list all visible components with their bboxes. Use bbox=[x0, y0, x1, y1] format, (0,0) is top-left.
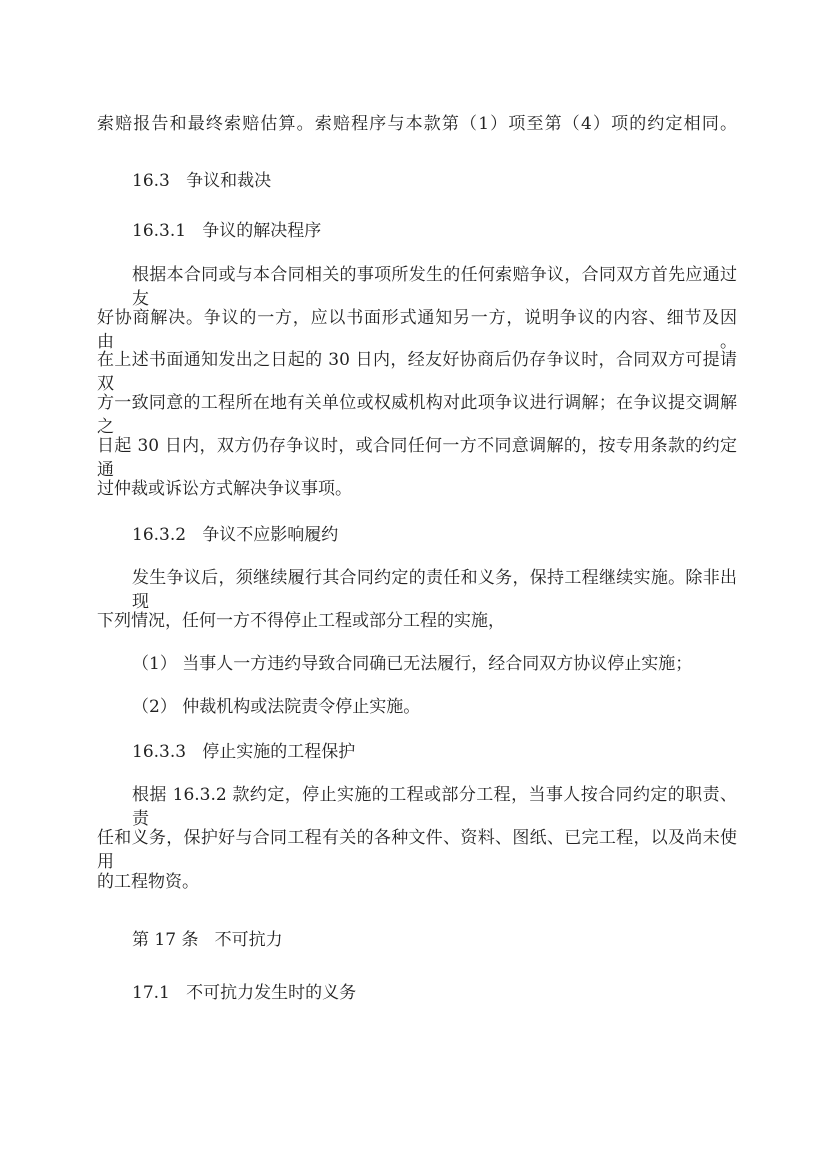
section-heading-16-3-1 bbox=[132, 219, 737, 243]
section-heading-16-3-2 bbox=[132, 523, 737, 547]
paragraph-line: 根据本合同或与本合同相关的事项所发生的任何索赔争议，合同双方首先应通过友 bbox=[132, 265, 737, 309]
section-title: 争议不应影响履约 bbox=[202, 525, 339, 545]
section-title: 争议的解决程序 bbox=[202, 221, 322, 241]
paragraph-line: 下列情况，任何一方不得停止工程或部分工程的实施， bbox=[97, 611, 505, 631]
section-number: 17.1 bbox=[132, 983, 170, 1003]
paragraph-line: 在上述书面通知发出之日起的 30 日内，经友好协商后仍存争议时，合同双方可提请双 bbox=[97, 350, 737, 394]
article-heading-17 bbox=[132, 928, 737, 952]
section-number: 16.3.2 bbox=[132, 525, 187, 545]
paragraph-line: 根据 16.3.2 款约定，停止实施的工程或部分工程，当事人按合同约定的职责、责 bbox=[132, 785, 737, 829]
section-title: 停止实施的工程保护 bbox=[202, 742, 356, 762]
article-number: 第 17 条 bbox=[132, 930, 199, 950]
section-heading-16-3-3 bbox=[132, 740, 737, 764]
paragraph-line: 好协商解决。争议的一方，应以书面形式通知另一方，说明争议的内容、细节及因由。 bbox=[97, 308, 737, 352]
article-title: 不可抗力 bbox=[214, 930, 283, 950]
section-number: 16.3.1 bbox=[132, 221, 187, 241]
section-heading-16-3 bbox=[132, 169, 737, 193]
section-title: 争议和裁决 bbox=[186, 171, 272, 191]
section-title: 不可抗力发生时的义务 bbox=[186, 983, 357, 1003]
list-item: （1） 当事人一方违约导致合同确已无法履行，经合同双方协议停止实施； bbox=[132, 654, 693, 674]
paragraph-line: 的工程物资。 bbox=[97, 872, 199, 892]
section-heading-17-1 bbox=[132, 981, 737, 1005]
paragraph-line: 任和义务，保护好与合同工程有关的各种文件、资料、图纸、已完工程，以及尚未使用 bbox=[97, 828, 737, 872]
paragraph-line: 日起 30 日内，双方仍存争议时，或合同任何一方不同意调解的，按专用条款的约定通 bbox=[97, 436, 737, 480]
paragraph-line: 索赔报告和最终索赔估算。索赔程序与本款第（1）项至第（4）项的约定相同。 bbox=[97, 114, 737, 134]
section-number: 16.3.3 bbox=[132, 742, 187, 762]
paragraph-line: 方一致同意的工程所在地有关单位或权威机构对此项争议进行调解；在争议提交调解之 bbox=[97, 393, 737, 437]
paragraph-line: 过仲裁或诉讼方式解决争议事项。 bbox=[97, 479, 352, 499]
paragraph-line: 发生争议后，须继续履行其合同约定的责任和义务，保持工程继续实施。除非出现 bbox=[132, 568, 737, 612]
section-number: 16.3 bbox=[132, 171, 170, 191]
list-item: （2） 仲裁机构或法院责令停止实施。 bbox=[132, 697, 421, 717]
